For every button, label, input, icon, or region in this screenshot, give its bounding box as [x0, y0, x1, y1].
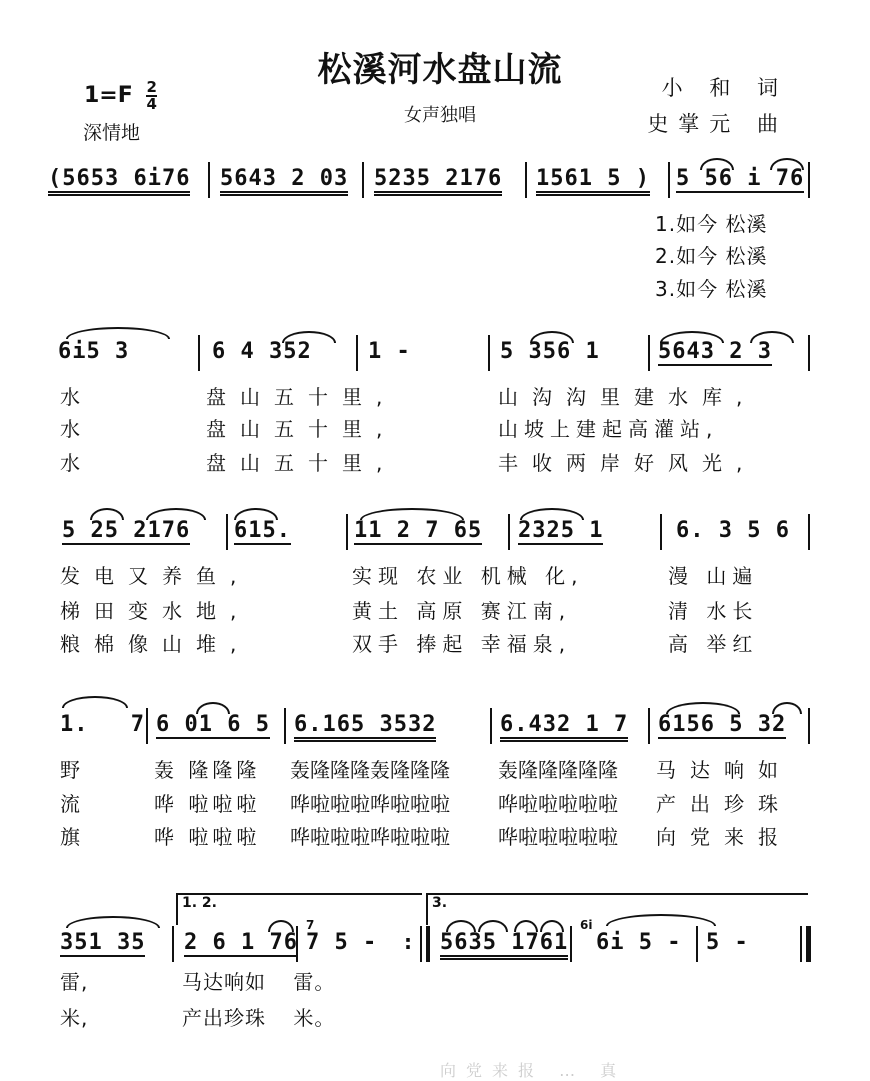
measure: 2 6 1 76 [184, 930, 298, 955]
repeat-dots: : [404, 930, 412, 954]
lyric: 高 举红 [668, 632, 759, 656]
barline [660, 514, 662, 550]
time-bottom: 4 [146, 95, 157, 113]
measure: 615. [234, 518, 291, 543]
slur [66, 327, 170, 339]
measure: 6i 5 - [596, 930, 682, 955]
measure: 5 56 i 76 [676, 166, 805, 191]
lyric: 轰 隆隆隆 [154, 758, 261, 782]
score-row-4 [0, 706, 870, 746]
barline [226, 514, 228, 550]
composer-credit: 史掌元 曲 [647, 112, 788, 136]
lyric: 哗啦啦啦啦啦 [498, 825, 618, 849]
measure: 7 5 - [306, 930, 378, 955]
lyric: 黄土 高原 赛江南, [352, 599, 572, 623]
lyric: 漫 山遍 [668, 564, 759, 588]
measure: 351 35 [60, 930, 146, 955]
measure: 6 01 6 5 [156, 712, 270, 737]
measure: 5 356 1 [500, 339, 600, 364]
final-barline [800, 926, 802, 962]
lyric: 哗啦啦啦啦啦 [498, 792, 618, 816]
measure: 5643 2 03 [220, 166, 348, 196]
verse-start-1: 1.如今 松溪 [655, 212, 768, 236]
expression-mark: 深情地 [83, 122, 141, 144]
measure: 6. 3 5 6 [676, 518, 790, 543]
lyric: 丰收两岸好风光, [498, 451, 757, 475]
barline [346, 514, 348, 550]
barline [146, 708, 148, 744]
repeat-barline [426, 926, 430, 962]
barline [525, 162, 527, 198]
slur [700, 158, 734, 170]
lyric: 清 水长 [668, 599, 759, 623]
lyric: 哗啦啦啦哗啦啦啦 [290, 825, 450, 849]
verse-start-2: 2.如今 松溪 [655, 244, 768, 268]
lyric: 水 [60, 451, 81, 475]
barline [284, 708, 286, 744]
barline [668, 162, 670, 198]
lyric: 哗 啦啦啦 [154, 792, 261, 816]
slur [66, 916, 160, 928]
key-label: 1=F [84, 83, 133, 108]
score-row-2 [0, 333, 870, 373]
lyric: 梯田变水地, [60, 599, 251, 623]
slur [62, 696, 128, 708]
measure: 6i5 3 [58, 339, 130, 364]
lyric: 盘山五十里, [206, 451, 397, 475]
lyric: 盘山五十里, [206, 385, 397, 409]
measure: 11 2 7 65 [354, 518, 483, 543]
lyric: 米, [60, 1006, 89, 1030]
song-title: 松溪河水盘山流 [317, 50, 563, 90]
barline [208, 162, 210, 198]
barline [808, 335, 810, 371]
lyric: 轰隆隆隆隆隆 [498, 758, 618, 782]
slur [770, 158, 804, 170]
key-signature [84, 80, 157, 112]
barline [808, 162, 810, 198]
lyric: 粮棉像山堆, [60, 632, 251, 656]
lyric: 哗 啦啦啦 [154, 825, 261, 849]
lyric: 向党来报 [656, 825, 792, 849]
volta-first: 1. 2. [176, 893, 422, 925]
lyric: 双手 捧起 幸福泉, [352, 632, 572, 656]
barline [198, 335, 200, 371]
volta-third: 3. [426, 893, 808, 925]
measure: 2325 1 [518, 518, 604, 543]
measure: 5635 1761 [440, 930, 568, 960]
barline [808, 708, 810, 744]
time-top: 2 [146, 78, 157, 96]
score-row-3 [0, 512, 870, 552]
lyric: 哗啦啦啦哗啦啦啦 [290, 792, 450, 816]
lyricist-credit: 小 和 词 [661, 76, 788, 100]
lyric: 野 [60, 758, 81, 782]
barline [488, 335, 490, 371]
score-row-1 [0, 160, 870, 200]
time-signature [146, 80, 156, 112]
measure: 1561 5 ) [536, 166, 650, 196]
lyric: 流 [60, 792, 81, 816]
grace-note: 7 [306, 918, 315, 932]
barline [172, 926, 174, 962]
cut-off-lyric-line: 向党来报 … 真 [440, 1061, 627, 1080]
lyric: 马达响如 [656, 758, 792, 782]
lyric: 旗 [60, 825, 81, 849]
barline [356, 335, 358, 371]
measure: 6156 5 32 [658, 712, 787, 737]
barline [696, 926, 698, 962]
barline [648, 708, 650, 744]
measure: 5 25 2176 [62, 518, 191, 543]
barline [648, 335, 650, 371]
lyric: 实现 农业 机械 化, [352, 564, 584, 588]
measure: 5643 2 3 [658, 339, 772, 364]
lyric: 马达响如 雷。 [182, 970, 336, 994]
barline [570, 926, 572, 962]
grace-note: 6i [580, 918, 593, 932]
measure: 6.432 1 7 [500, 712, 628, 742]
barline [808, 514, 810, 550]
song-subtitle: 女声独唱 [404, 105, 476, 126]
barline [508, 514, 510, 550]
lyric: 盘山五十里, [206, 417, 397, 441]
lyric: 产出珍珠 [656, 792, 792, 816]
verse-start-3: 3.如今 松溪 [655, 277, 768, 301]
lyric: 山坡上建起高灌站, [498, 417, 719, 441]
lyric: 山沟沟里建水库, [498, 385, 757, 409]
measure: 5 - [706, 930, 749, 955]
barline [490, 708, 492, 744]
measure: 6.165 3532 [294, 712, 436, 742]
measure: 6 4 352 [212, 339, 312, 364]
lyric: 水 [60, 417, 81, 441]
measure: 1. 7 [60, 712, 145, 737]
lyric: 发电又养鱼, [60, 564, 251, 588]
score-row-5 [0, 918, 870, 964]
lyric: 水 [60, 385, 81, 409]
barline [362, 162, 364, 198]
measure: 1 - [368, 339, 411, 364]
measure: 5235 2176 [374, 166, 502, 196]
measure: (5653 6i76 [48, 166, 190, 196]
lyric: 雷, [60, 970, 89, 994]
final-barline [806, 926, 811, 962]
repeat-barline [420, 926, 422, 962]
lyric: 产出珍珠 米。 [182, 1006, 336, 1030]
lyric: 轰隆隆隆轰隆隆隆 [290, 758, 450, 782]
